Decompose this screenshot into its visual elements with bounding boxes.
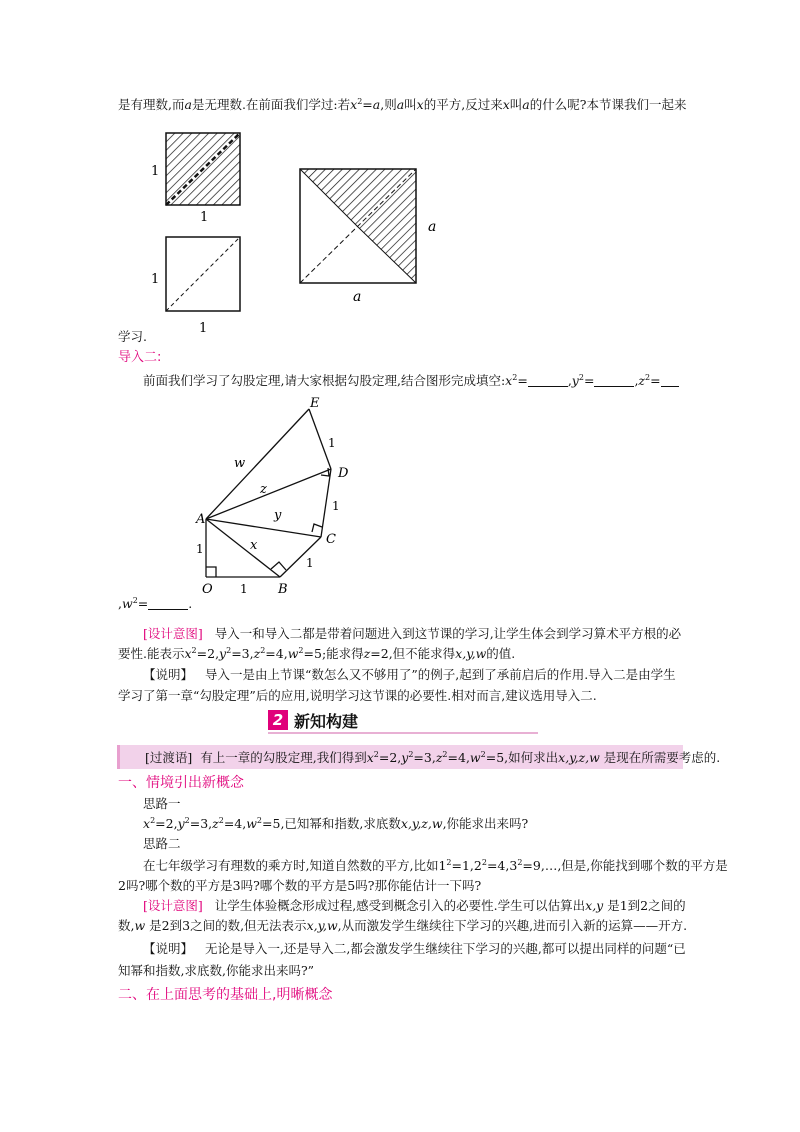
section-number: 2 (268, 710, 288, 730)
intro-line-2: 学习. (118, 329, 147, 344)
intro-line-1: 是有理数,而a是无理数.在前面我们学过:若$x^2=a$,则a叫x的平方,反过来x叫a的什么呢?本节课我们一起来 (118, 97, 687, 112)
label-E: E (310, 396, 320, 411)
label-ao: 1 (196, 542, 204, 556)
label-y: y (274, 508, 282, 523)
idea2-label: 思路二 (143, 836, 181, 851)
intro2-heading: 导入二: (118, 350, 162, 365)
sq1-bottom-label: 1 (200, 210, 209, 225)
label-C: C (326, 532, 336, 547)
sq2-left-label: 1 (151, 272, 160, 287)
label-ed: 1 (328, 436, 336, 450)
sq1-left-label: 1 (151, 164, 160, 179)
w-fill-line: $,w^2=$ . (118, 596, 193, 611)
label-D: D (338, 466, 349, 481)
section-heading (268, 708, 538, 734)
label-z: z (260, 482, 267, 497)
note2-line2: 知幂和指数,求底数,你能求出来吗?” (118, 963, 315, 978)
design1-line2: 要性.能表示$x^2=2,y^2=3,z^2=4,w^2=5$;能求得z=2,但不能求得x,y,w的值. (118, 646, 516, 661)
hatched-unit-square (166, 133, 240, 205)
note1-line1: 【说明】 导入一是由上节课“数怎么又不够用了”的例子,起到了承前启后的作用.导入二是由学生 (143, 667, 676, 682)
squares-figure (140, 125, 460, 335)
label-w: w (234, 456, 246, 471)
idea1-label: 思路一 (143, 796, 181, 811)
label-ob: 1 (240, 582, 248, 596)
label-O: O (202, 582, 213, 597)
big-right-label: a (428, 219, 437, 235)
intro2-fill-line: 前面我们学习了勾股定理,请大家根据勾股定理,结合图形完成填空$:x^2= ,y^2= ,z^2=$ (143, 372, 679, 390)
big-bottom-label: a (353, 289, 362, 305)
sq2-bottom-label: 1 (199, 321, 208, 335)
section-title: 新知构建 (294, 712, 359, 731)
design2-line1: [设计意图] 让学生体验概念形成过程,感受到概念引入的必要性.学生可以估算出x,y 是1到2之间的 (143, 898, 686, 913)
unit-square (166, 237, 240, 311)
spiral-figure (190, 395, 380, 605)
note2-line1: 【说明】 无论是导入一,还是导入二,都会激发学生继续往下学习的兴趣,都可以提出同样的问题“已 (143, 941, 686, 956)
design1-line1: [设计意图] 导入一和导入二都是带着问题进入到这节课的学习,让学生体会到学习算术平方根的必 (143, 626, 682, 641)
part2-heading: 二、在上面思考的基础上,明晰概念 (118, 987, 333, 1003)
label-x: x (250, 538, 258, 553)
part1-heading: 一、情境引出新概念 (118, 775, 244, 791)
label-B: B (278, 582, 288, 597)
transition-line: [过渡语] 有上一章的勾股定理,我们得到$x^2=2,y^2=3,z^2=4,w^2=5$,如何求出x,y,z,w 是现在所需要考虑的. (145, 750, 721, 765)
design2-line2: 数,w 是2到3之间的数,但无法表示x,y,w,从而激发学生继续往下学习的兴趣,进而引入新的运算——开方. (118, 918, 688, 933)
big-square (300, 169, 416, 283)
note1-line2: 学习了第一章“勾股定理”后的应用,说明学习这节课的必要性.相对而言,建议选用导入二. (118, 688, 597, 703)
label-A: A (196, 512, 206, 527)
section-rule (268, 732, 538, 734)
idea2-line2: 2吗?哪个数的平方是3吗?哪个数的平方是5吗?那你能估计一下吗? (118, 878, 482, 893)
label-dc: 1 (332, 499, 340, 513)
label-cb: 1 (306, 556, 314, 570)
idea1-text: $x^2=2,y^2=3,z^2=4,w^2=5$,已知幂和指数,求底数x,y,z,w,你能求出来吗? (143, 816, 529, 831)
idea2-line1: 在七年级学习有理数的乘方时,知道自然数的平方,比如$1^2=1,2^2=4,3^2=9,\dots$,但是,你能找到哪个数的平方是 (143, 858, 728, 873)
